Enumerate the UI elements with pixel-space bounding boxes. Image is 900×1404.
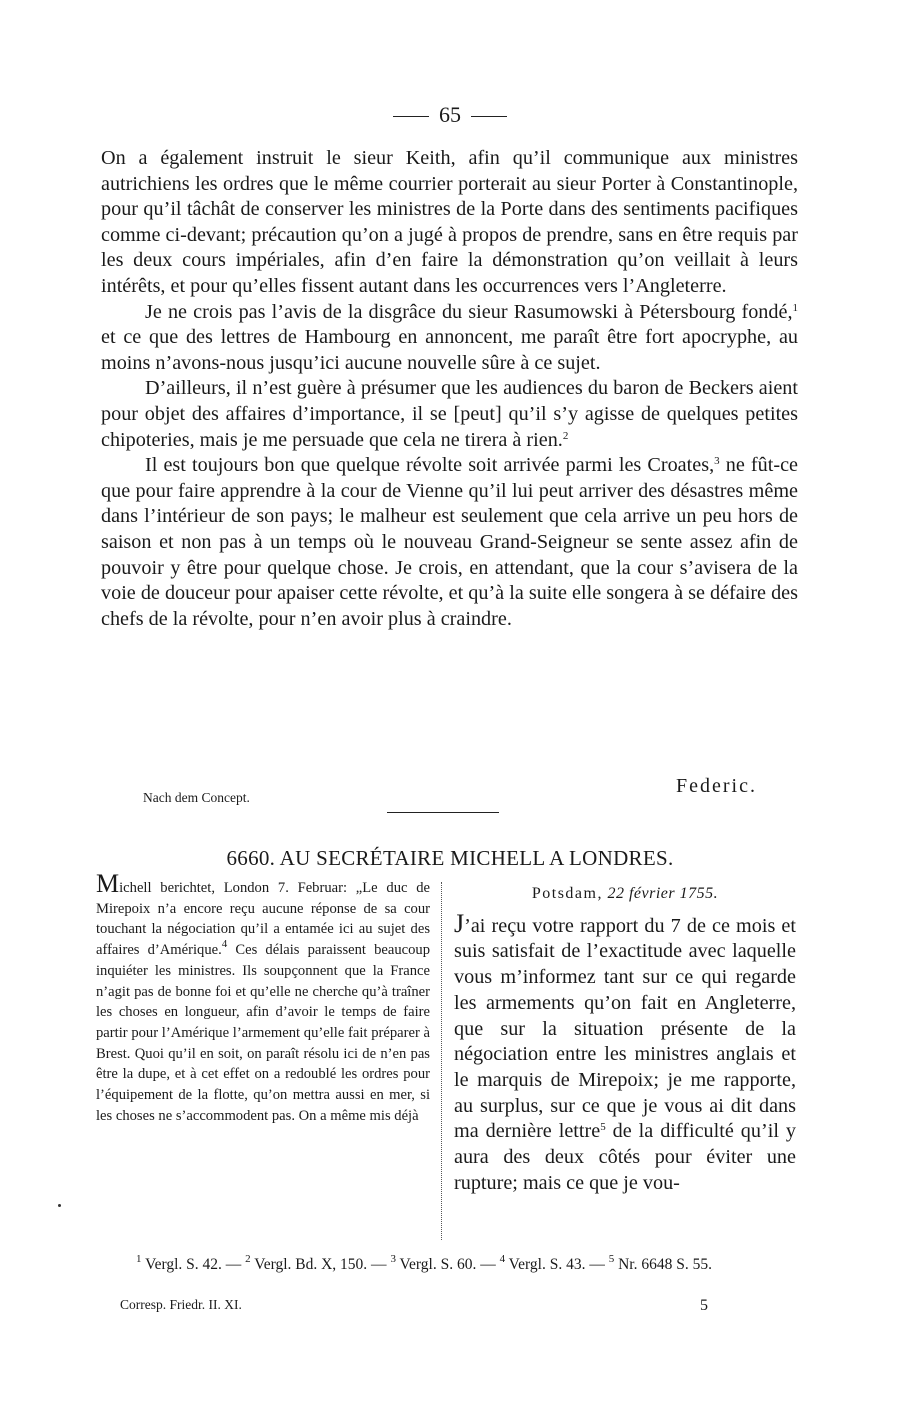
text-run: Vergl. S. 42. — xyxy=(141,1256,246,1273)
footnote-marker: 2 xyxy=(245,1253,251,1265)
footnote-marker: 5 xyxy=(600,1121,606,1134)
text-run: ne fût-ce que pour faire apprendre à la cour de Vienne qu’il lui peut arriver des désastres même dans l’intérieur de son pays; le malheur est seulement que cela arrive un peu hors de saison et non pas à un temps où le nouveau Grand-Seigneur se sente assez afin de pouvoir y être pour quelque chose. Je crois, en attendant, que la cour s’avisera de la voie de douceur pour apaiser cette révolte, et qu’à la suite elle songera à se défaire des chefs de la révolte, pour n’en avoir plus à craindre. xyxy=(101,454,798,630)
text-run: ichell berichtet, London 7. Februar: „Le duc de Mirepoix n’a encore reçu aucune réponse de sa cour touchant la négociation qu’il a entamée ici au sujet des affaires d’Amérique. xyxy=(96,880,430,959)
dash-right xyxy=(471,116,507,117)
initial-letter: M xyxy=(96,869,120,898)
text-run: ’ai reçu votre rapport du 7 de ce mois et suis satisfait de l’exactitude avec laquelle vous m’informez tant sur ce qui regarde les armements qu’on fait en Angleterre, que sur la situation présente de la négociation entre les ministres anglais et le marquis de Mirepoix; je me rapporte, au surplus, sur ce que je vous ai dit dans ma dernière lettre xyxy=(454,914,796,1143)
text-run: Ces délais paraissent beaucoup inquiéter les ministres. Ils soupçonnent que la France n’agit pas de bonne foi et qu’elle ne cherche qu’à traîner les choses en longueur, afin d’avoir le temps de faire partir pour l’Amérique l’armement qu’elle fait préparer à Brest. Quoi qu’il en soit, on paraît résolu ici de n’en pas être la dupe, et à cet effet on a redoublé les ordres pour l’équipement de la flotte, qu’on mettra aussi en mer, si les choses ne s’accommodent pas. On a même mis déjà xyxy=(96,942,431,1124)
paragraph xyxy=(101,376,798,453)
right-column-letter xyxy=(454,881,796,1196)
footnote-marker: 4 xyxy=(499,1253,506,1265)
paragraph xyxy=(101,453,798,632)
section-divider xyxy=(387,812,499,813)
dateline-date: 22 février 1755. xyxy=(607,885,719,902)
footnote-line xyxy=(96,1254,793,1275)
dash-left xyxy=(393,116,429,117)
paragraph xyxy=(101,146,798,300)
footnotes xyxy=(96,1254,793,1275)
text-run: Nr. 6648 S. 55. xyxy=(614,1256,712,1273)
footnote-marker: 2 xyxy=(562,429,569,442)
signature-number: 5 xyxy=(700,1297,708,1314)
dateline-place: Potsdam, xyxy=(531,885,603,902)
text-run: D’ailleurs, il n’est guère à présumer que les audiences du baron de Beckers aient pour objet des affaires d’importance, il se [peut] qu’il s’y agisse de quelques petites chipoteries, mais je me persuade que cela ne tirera à rien. xyxy=(101,377,798,451)
text-run: Il est toujours bon que quelque révolte soit arrivée parmi les Croates, xyxy=(145,454,715,477)
margin-mark xyxy=(58,1204,61,1207)
bottom-line xyxy=(120,1297,708,1313)
text-run: et ce que des lettres de Hambourg en annoncent, me paraît être fort apocryphe, au moins n’avons-nous jusqu’ici aucune nouvelle sûre à ce sujet. xyxy=(101,326,798,374)
initial-letter: J xyxy=(454,908,465,938)
main-text xyxy=(101,146,798,632)
left-column-report xyxy=(96,869,431,1126)
footnote-marker: 1 xyxy=(136,1253,142,1265)
page-number: 65 xyxy=(439,102,461,127)
source-note: Nach dem Concept. xyxy=(143,790,250,805)
document-heading: 6660. AU SECRÉTAIRE MICHELL A LONDRES. xyxy=(226,846,674,870)
footnote-marker: 3 xyxy=(714,455,720,468)
text-run: de la difficulté qu’il y aura des deux côtés pour éviter une rupture; mais ce que je vou- xyxy=(454,1120,796,1194)
text-run: Vergl. Bd. X, 150. — xyxy=(250,1256,391,1273)
footnote-marker: 3 xyxy=(390,1253,396,1265)
letter-body xyxy=(454,908,796,1197)
text-run: Je ne crois pas l’avis de la disgrâce du sieur Rasumowski à Pétersbourg fondé, xyxy=(145,300,793,323)
text-run: Vergl. S. 60. — xyxy=(395,1256,500,1273)
column-divider xyxy=(441,882,442,1240)
footnote-marker: 1 xyxy=(792,301,798,314)
page-number-line xyxy=(0,102,900,128)
footnote-marker: 4 xyxy=(221,938,228,951)
text-run: On a également instruit le sieur Keith, afin qu’il communique aux ministres autrichiens les ordres que le même courrier porterait au sieur Porter à Constantinople, pour qu’il tâchât de conserver les ministres de la Porte dans des sentiments pacifiques comme ci-devant; précaution qu’on a jugé à propos de prendre, sans en être requis par les deux cours impériales, afin d’en faire la démonstration qu’on veillait à leurs intérêts, et pour qu’elles fissent autant dans les occurrences vers l’Angleterre. xyxy=(101,147,798,297)
signature: Federic. xyxy=(676,775,757,797)
series-title: Corresp. Friedr. II. XI. xyxy=(120,1297,242,1312)
paragraph xyxy=(101,300,798,377)
footnote-marker: 5 xyxy=(608,1253,615,1265)
text-run: Vergl. S. 43. — xyxy=(505,1256,609,1273)
dateline xyxy=(454,881,796,907)
